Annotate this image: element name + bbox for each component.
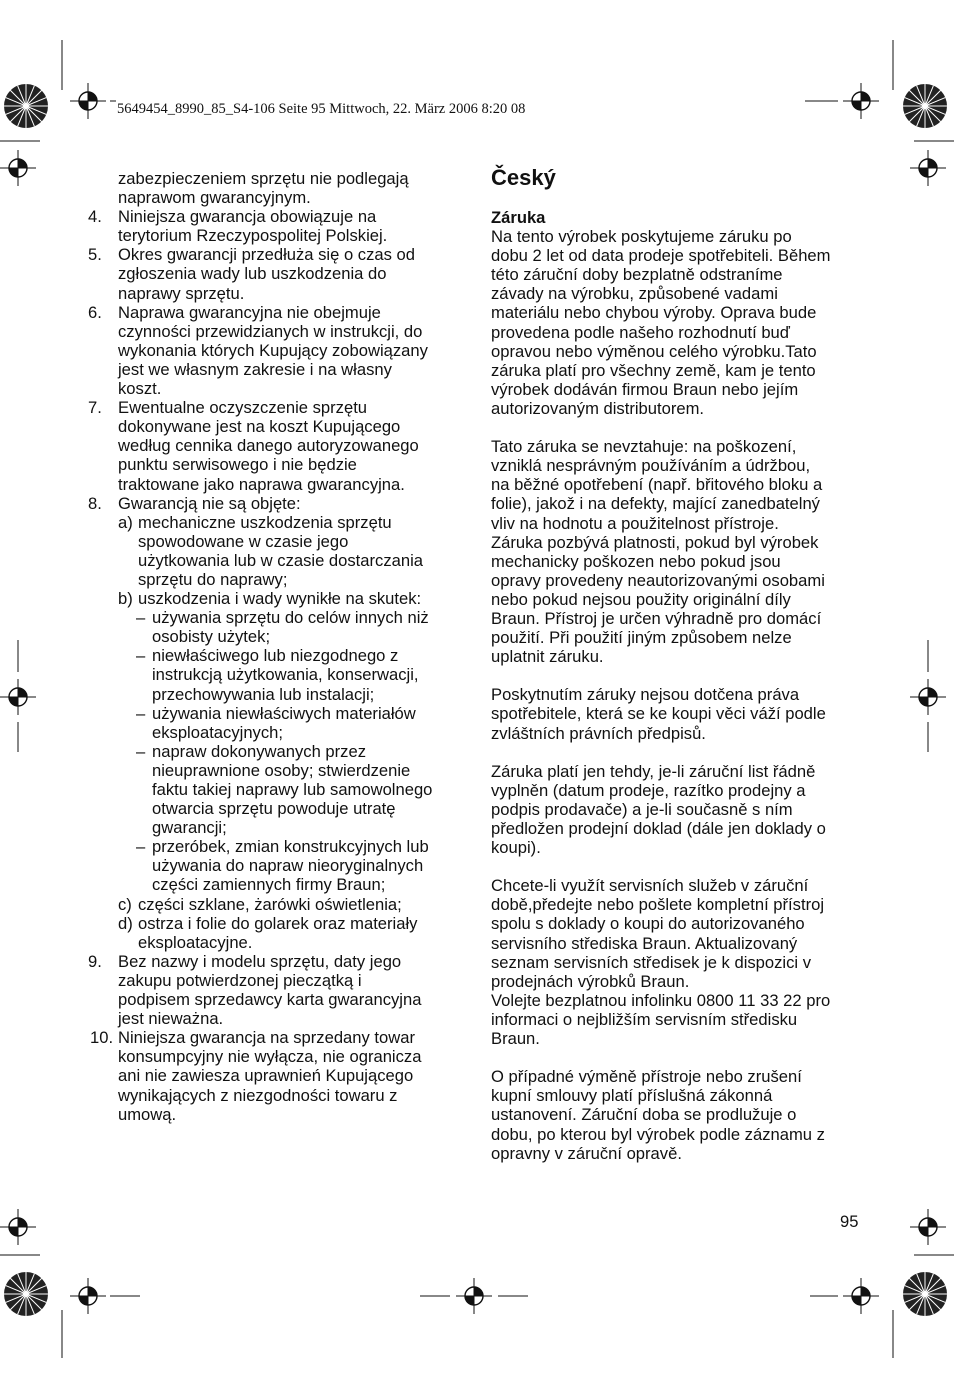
paragraph-line: Chcete-li využít servisních služeb v záruční (491, 876, 809, 896)
item-number: 5. (88, 245, 102, 265)
paragraph-line: vyplněn (datum prodeje, razítko prodejny a (491, 780, 806, 800)
paragraph-line: Braun. Přístroj je určen výhradně pro domácí (491, 608, 822, 628)
item-line: zgłoszenia wady lub uszkodzenia do (118, 264, 387, 284)
paragraph (491, 876, 871, 1048)
item-line: eksploatacyjnych; (152, 722, 283, 742)
paragraph-line: spotřebitele, která se ke koupi věci váží podle (491, 704, 826, 724)
paragraph-line: Záruka pozbývá platnosti, pokud byl výrobek (491, 532, 819, 552)
item-number: 4. (88, 207, 102, 227)
item-line: Niniejsza gwarancja obowiązuje na (118, 207, 377, 227)
paragraph-line: na běžné opotřebení (např. břitového bloku a (491, 475, 823, 495)
item-line: Niniejsza gwarancja na sprzedany towar (118, 1028, 415, 1048)
item-line: konsumpcyjny nie wyłącza, nie ogranicza (118, 1047, 422, 1067)
paragraph-line: autorizovaným distributorem. (491, 398, 705, 418)
paragraph (491, 437, 871, 666)
starburst-icon-bottom-right (903, 1272, 947, 1316)
paragraph-line: O případné výměně přístroje nebo zrušení (491, 1067, 802, 1087)
starburst-icon-bottom-left (4, 1272, 48, 1316)
paragraph-line: materiálu nebo chybou výroby. Oprava bude (491, 303, 817, 323)
paragraph-line: vliv na hodnotu a použitelnost přístroje. (491, 513, 779, 533)
dash-item (88, 608, 468, 646)
list-item (88, 207, 468, 245)
item-line: używania sprzętu do celów innych niż (152, 608, 429, 628)
item-line: zabezpieczeniem sprzętu nie podlegają (118, 169, 409, 188)
item-line: instrukcją użytkowania, konserwacji, (152, 665, 419, 685)
item-line: używania niewłaściwych materiałów (152, 703, 416, 723)
item-line: wynikających z niezgodności towaru z (118, 1085, 398, 1105)
paragraph-line: mechanicky poškozen nebo pokud jsou (491, 551, 781, 571)
item-line: Okres gwarancji przedłuża się o czas od (118, 245, 415, 265)
sub-item (88, 914, 468, 952)
item-line: Ewentualne oczyszczenie sprzętu (118, 398, 368, 418)
paragraph (491, 762, 871, 857)
paragraph-line: servisního střediska Braun. Aktualizovaný (491, 933, 798, 953)
sub-item (88, 895, 468, 914)
registration-mark-icon (910, 1209, 946, 1245)
paragraph-line: dobu, po kterou byl výrobek podle záznamu z (491, 1124, 825, 1144)
paragraph-line: Volejte bezplatnou infolinku 0800 11 33 22 pro (491, 990, 831, 1010)
sub-item-marker: b) (118, 589, 133, 609)
paragraph-line: Poskytnutím záruky nejsou dotčena práva (491, 685, 800, 705)
item-line: mechaniczne uszkodzenia sprzętu (138, 512, 392, 532)
paragraph-container (491, 227, 871, 1163)
page-number: 95 (840, 1212, 859, 1231)
registration-mark-icon (843, 83, 879, 119)
sub-item-marker: d) (118, 913, 133, 933)
list-item (88, 169, 468, 207)
dash-marker: – (136, 703, 146, 723)
item-line: uszkodzenia i wady wynikłe na skutek: (138, 589, 422, 609)
section-subtitle: Záruka (491, 208, 546, 227)
item-line: użytkowania lub w czasie dostarczania (138, 550, 424, 570)
registration-mark-icon (843, 1278, 879, 1314)
section-title: Český (491, 165, 556, 190)
item-number: 8. (88, 493, 102, 513)
item-line: używania do napraw nieoryginalnych (152, 856, 424, 876)
item-line: osobisty użytek; (152, 627, 271, 647)
registration-mark-icon (910, 150, 946, 186)
item-line: sprzętu do naprawy; (138, 569, 288, 589)
dash-marker: – (136, 646, 146, 666)
item-number: 6. (88, 302, 102, 322)
paragraph-line: folie), jakož i na defekty, mající zanedbatelný (491, 494, 820, 514)
dash-item (88, 704, 468, 742)
item-line: wykonania których Kupujący zobowiązany (118, 340, 428, 360)
list-item (88, 245, 468, 302)
paragraph-line: seznam servisních středisek je k dispozici v (491, 952, 812, 972)
item-line: podpisem sprzedawcy karta gwarancyjna (118, 990, 422, 1010)
registration-mark-icon (456, 1278, 492, 1314)
item-line: spowodowane w czasie jego (138, 531, 349, 551)
list-item (88, 494, 468, 513)
paragraph-line: prodejnách výrobků Braun. (491, 971, 690, 991)
sub-item (88, 589, 468, 608)
item-line: gwarancji; (152, 818, 227, 838)
paragraph-line: koupi). (491, 838, 541, 858)
paragraph-line: ustanovení. Záruční doba se prodlužuje o (491, 1105, 797, 1125)
paragraph-line: použití. Při použití jiným způsobem nelze (491, 628, 792, 648)
paragraph-line: opravou nebo výměnou celého výrobku.Tato (491, 341, 817, 361)
item-number: 9. (88, 951, 102, 971)
dash-item (88, 646, 468, 703)
dash-item (88, 837, 468, 894)
registration-mark-icon (0, 679, 36, 715)
paragraph-line: opravny v záruční opravě. (491, 1143, 682, 1163)
paragraph-line: vzniklá nesprávným používáním a údržbou, (491, 456, 811, 476)
item-line: dokonywane jest na koszt Kupującego (118, 417, 401, 437)
paragraph-line: této záruční doby bezplatně odstraníme (491, 265, 783, 285)
paragraph (491, 227, 871, 418)
dash-marker: – (136, 837, 146, 857)
registration-mark-icon (0, 1209, 36, 1245)
dash-marker: – (136, 608, 146, 628)
item-line: czynności przewidzianych w instrukcji, do (118, 321, 423, 341)
item-line: części zamiennych firmy Braun; (152, 875, 386, 895)
paragraph-line: informaci o nejbližším servisním středisku (491, 1009, 798, 1029)
item-line: nieuprawnione osoby; stwierdzenie (152, 760, 411, 780)
item-line: jest nieważna. (118, 1009, 224, 1029)
registration-mark-icon (910, 679, 946, 715)
item-line: niewłaściwego lub niezgodnego z (152, 646, 399, 666)
item-line: przechowywania lub instalacji; (152, 684, 375, 704)
registration-mark-icon (70, 1278, 106, 1314)
paragraph-line: provedena podle našeho rozhodnutí buď (491, 322, 790, 342)
list-item (88, 952, 468, 1028)
list-item (88, 1028, 468, 1123)
item-line: koszt. (118, 379, 162, 399)
item-line: przeróbek, zmian konstrukcyjnych lub (152, 837, 429, 857)
sub-item-marker: a) (118, 512, 133, 532)
item-number: 10. (90, 1028, 114, 1048)
paragraph-line: výrobek dodáván firmou Braun nebo jejím (491, 379, 799, 399)
item-line: Bez nazwy i modelu sprzętu, daty jego (118, 951, 402, 971)
item-line: napraw dokonywanych przez (152, 741, 366, 761)
item-line: punktu serwisowego i nie będzie (118, 455, 357, 475)
paragraph-line: Na tento výrobek poskytujeme záruku po (491, 227, 792, 247)
paragraph-line: Braun. (491, 1029, 540, 1049)
item-line: terytorium Rzeczypospolitej Polskiej. (118, 226, 388, 246)
polish-warranty-column (88, 169, 468, 1124)
paragraph-line: spolu s doklady o koupi do autorizovaného (491, 914, 805, 934)
list-item (88, 398, 468, 493)
paragraph-line: Tato záruka se nevztahuje: na poškození, (491, 437, 797, 457)
paragraph-line: době,předejte nebo pošlete kompletní přístroj (491, 895, 825, 915)
item-line: Gwarancją nie są objęte: (118, 493, 301, 513)
item-line: części szklane, żarówki oświetlenia; (138, 894, 402, 914)
starburst-icon-top-left (4, 84, 48, 128)
sub-item (88, 513, 468, 589)
czech-warranty-column (491, 165, 871, 1182)
paragraph-line: opravy provedeny neautorizovanými osobami (491, 570, 825, 590)
item-line: eksploatacyjne. (138, 932, 253, 952)
item-line: faktu takiej naprawy lub samowolnego (152, 780, 433, 799)
item-line: Naprawa gwarancyjna nie obejmuje (118, 302, 381, 322)
sub-item-marker: c) (118, 894, 132, 914)
paragraph-line: předložen prodejní doklad (dále jen doklady o (491, 819, 826, 838)
dash-item (88, 742, 468, 837)
paragraph-line: uplatnit záruku. (491, 647, 604, 667)
item-line: jest we własnym zakresie i na własny (118, 359, 392, 379)
dash-marker: – (136, 741, 146, 761)
print-slug: 5649454_8990_85_S4-106 Seite 95 Mittwoch, 22. März 2006 8:20 08 (117, 101, 526, 117)
registration-mark-icon (70, 83, 106, 119)
paragraph-line: závady na výrobku, způsobené vadami (491, 284, 778, 304)
paragraph (491, 1067, 871, 1162)
paragraph-line: záruka platí pro všechny země, kam je tento (491, 360, 816, 380)
item-line: ani nie zawiesza uprawnień Kupującego (118, 1066, 414, 1086)
registration-mark-icon (0, 150, 36, 186)
paragraph-line: dobu 2 let od data prodeje spotřebiteli. Během (491, 246, 831, 266)
list-item (88, 303, 468, 398)
item-line: ostrza i folie do golarek oraz materiały (138, 913, 418, 933)
paragraph-line: podpis prodavače) a je-li současně s ním (491, 799, 793, 819)
starburst-icon-top-right (903, 84, 947, 128)
paragraph-line: nebo pokud nejsou použity originální díly (491, 589, 791, 609)
paragraph-line: kupní smlouvy platí příslušná zákonná (491, 1086, 773, 1106)
item-line: naprawom gwarancyjnym. (118, 188, 311, 208)
item-line: traktowane jako naprawa gwarancyjna. (118, 474, 405, 494)
item-line: naprawy sprzętu. (118, 283, 245, 303)
item-number: 7. (88, 398, 102, 418)
paragraph (491, 685, 871, 742)
item-line: umową. (118, 1104, 177, 1124)
paragraph-line: Záruka platí jen tehdy, je-li záruční list řádně (491, 761, 816, 781)
item-line: według cennika danego autoryzowanego (118, 436, 419, 456)
item-line: zakupu potwierdzonej pieczątką i (118, 970, 362, 990)
paragraph-line: zvláštních právních předpisů. (491, 723, 706, 743)
item-line: otwarcia sprzętu powoduje utratę (152, 799, 396, 819)
